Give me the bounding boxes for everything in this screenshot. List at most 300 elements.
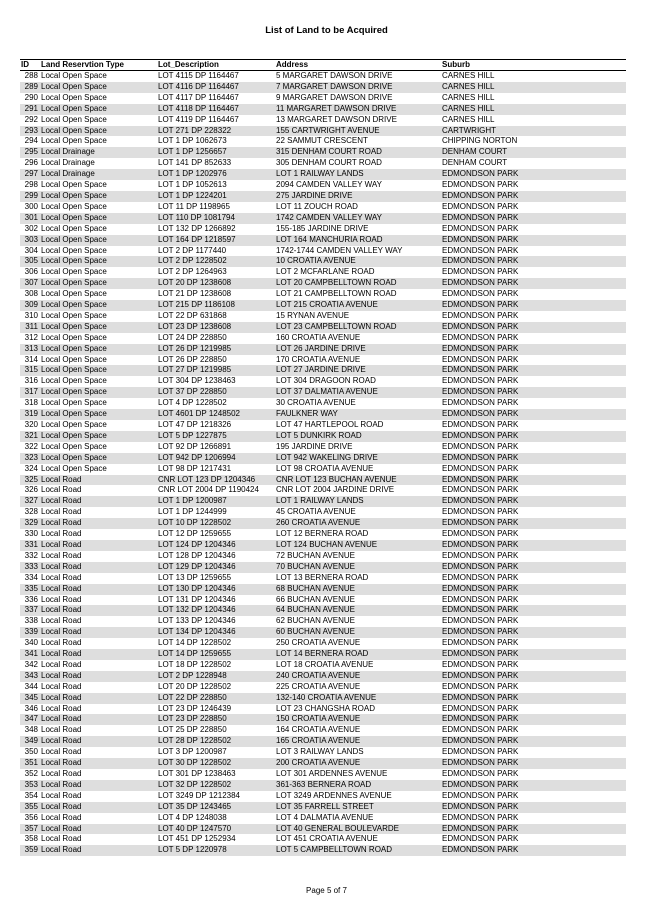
cell-lot: LOT 130 DP 1204346 (157, 584, 275, 595)
cell-type: Local Open Space (40, 213, 157, 224)
cell-lot: LOT 132 DP 1204346 (157, 605, 275, 616)
cell-suburb: EDMONDSON PARK (441, 213, 626, 224)
cell-type: Local Open Space (41, 398, 107, 408)
cell-address: LOT 2 MCFARLANE ROAD (276, 267, 375, 277)
cell-lot: LOT 4115 DP 1164467 (158, 71, 239, 80)
cell-type: Local Open Space (40, 82, 157, 93)
cell-type: Local Road (40, 627, 157, 638)
cell-suburb: EDMONDSON PARK (441, 649, 626, 660)
cell-id: 299 (20, 191, 40, 202)
cell-address: LOT 5 CAMPBELLTOWN ROAD (275, 845, 441, 856)
table-row (20, 758, 626, 769)
cell-address: 260 CROATIA AVENUE (275, 518, 441, 529)
table-row (20, 682, 626, 693)
cell-type: Local Open Space (40, 431, 157, 442)
cell-suburb: EDMONDSON PARK (442, 485, 519, 495)
table-row (20, 235, 626, 246)
cell-suburb: CHIPPING NORTON (442, 136, 518, 146)
table-row (20, 529, 626, 540)
cell-address: LOT 3 RAILWAY LANDS (276, 747, 364, 757)
table-row (20, 802, 626, 813)
cell-id: 343 (20, 671, 40, 682)
cell-suburb: EDMONDSON PARK (441, 431, 626, 442)
cell-id: 338 (24, 616, 38, 626)
cell-type: Local Open Space (40, 453, 157, 464)
cell-suburb: EDMONDSON PARK (442, 376, 519, 386)
cell-address: LOT 12 BERNERA ROAD (276, 529, 369, 539)
table-row (20, 71, 626, 82)
cell-lot: LOT 13 DP 1259655 (158, 572, 232, 582)
cell-id: 302 (24, 223, 38, 233)
cell-address: LOT 1 RAILWAY LANDS (275, 169, 441, 180)
table-row (20, 627, 626, 638)
cell-lot: CNR LOT 123 DP 1204346 (157, 475, 275, 486)
cell-suburb: CARNES HILL (441, 82, 626, 93)
cell-suburb: EDMONDSON PARK (441, 322, 626, 333)
cell-type: Local Open Space (41, 223, 107, 233)
cell-address: LOT 23 CAMPBELLTOWN ROAD (275, 322, 441, 333)
cell-id: 319 (20, 409, 40, 420)
cell-address: 361-363 BERNERA ROAD (275, 780, 441, 791)
cell-type: Local Open Space (40, 256, 157, 267)
cell-lot: LOT 2 DP 1264963 (158, 267, 227, 277)
cell-type: Local Open Space (40, 387, 157, 398)
cell-id: 301 (20, 213, 40, 224)
cell-address: 164 CROATIA AVENUE (276, 725, 361, 735)
cell-suburb: EDMONDSON PARK (441, 714, 626, 725)
table-row (20, 126, 626, 137)
cell-address: LOT 11 ZOUCH ROAD (276, 201, 358, 211)
cell-id: 356 (24, 812, 38, 822)
table-row (20, 158, 626, 169)
table-row (20, 169, 626, 180)
table-row (20, 540, 626, 551)
cell-id: 298 (24, 180, 38, 190)
cell-id: 346 (24, 703, 38, 713)
table-row (20, 813, 626, 824)
cell-lot: LOT 5 DP 1227875 (157, 431, 275, 442)
cell-type: Local Open Space (41, 180, 107, 190)
cell-address: 315 DENHAM COURT ROAD (275, 147, 441, 158)
cell-suburb: EDMONDSON PARK (441, 584, 626, 595)
cell-lot: LOT 4116 DP 1164467 (157, 82, 275, 93)
cell-suburb: EDMONDSON PARK (442, 572, 519, 582)
cell-lot: LOT 47 DP 1218326 (158, 420, 232, 429)
cell-address: 72 BUCHAN AVENUE (276, 550, 355, 560)
cell-suburb: DENHAM COURT (441, 147, 626, 158)
cell-address: LOT 21 CAMPBELLTOWN ROAD (276, 289, 397, 299)
cell-type: Local Road (40, 693, 157, 704)
cell-type: Local Road (40, 845, 157, 856)
cell-type: Local Open Space (41, 441, 107, 451)
cell-suburb: EDMONDSON PARK (441, 802, 626, 813)
cell-suburb: EDMONDSON PARK (442, 834, 519, 844)
cell-id: 358 (24, 834, 38, 844)
cell-address: LOT 451 CROATIA AVENUE (276, 834, 378, 844)
cell-type: Local Open Space (40, 300, 157, 311)
cell-type: Local Road (41, 725, 82, 735)
table-row (20, 551, 626, 562)
cell-type: Local Road (40, 540, 157, 551)
table-row (20, 584, 626, 595)
cell-id: 326 (24, 485, 38, 495)
cell-suburb: CARNES HILL (442, 114, 495, 124)
table-row (20, 398, 626, 409)
cell-type: Local Open Space (40, 409, 157, 420)
cell-address: 200 CROATIA AVENUE (275, 758, 441, 769)
cell-id: 334 (24, 572, 38, 582)
cell-address: 9 MARGARET DAWSON DRIVE (276, 92, 393, 102)
cell-address: LOT 23 CHANGSHA ROAD (276, 703, 375, 713)
cell-type: Local Road (40, 584, 157, 595)
cell-address: 305 DENHAM COURT ROAD (276, 158, 382, 168)
cell-id: 293 (20, 126, 40, 137)
cell-lot: LOT 20 DP 1238608 (157, 278, 275, 289)
cell-id: 289 (20, 82, 40, 93)
cell-lot: LOT 37 DP 228850 (157, 387, 275, 398)
cell-address: LOT 13 BERNERA ROAD (276, 572, 369, 582)
cell-lot: LOT 23 DP 1238608 (157, 322, 275, 333)
cell-lot: LOT 215 DP 1186108 (157, 300, 275, 311)
cell-suburb: EDMONDSON PARK (442, 725, 519, 735)
cell-id: 331 (20, 540, 40, 551)
cell-suburb: EDMONDSON PARK (441, 671, 626, 682)
page-title: List of Land to be Acquired (265, 25, 388, 36)
cell-lot: LOT 14 DP 1228502 (158, 638, 232, 648)
cell-lot: LOT 23 DP 228850 (157, 714, 275, 725)
cell-address: 70 BUCHAN AVENUE (275, 562, 441, 573)
cell-lot: LOT 110 DP 1081794 (157, 213, 275, 224)
cell-suburb: EDMONDSON PARK (442, 420, 519, 429)
cell-type: Local Road (41, 594, 82, 604)
table-row (20, 82, 626, 93)
cell-id: 324 (24, 463, 38, 473)
cell-lot: LOT 21 DP 1238608 (158, 289, 232, 299)
cell-lot: LOT 164 DP 1218597 (157, 235, 275, 246)
table-row (20, 834, 626, 845)
cell-id: 353 (20, 780, 40, 791)
cell-type: Local Open Space (41, 114, 107, 124)
cell-address: 1742 CAMDEN VALLEY WAY (275, 213, 441, 224)
cell-lot: LOT 132 DP 1266892 (158, 223, 236, 233)
column-header-address: Address (275, 60, 441, 71)
cell-suburb: EDMONDSON PARK (441, 780, 626, 791)
cell-address: LOT 164 MANCHURIA ROAD (275, 235, 441, 246)
cell-suburb: EDMONDSON PARK (441, 824, 626, 835)
cell-lot: CNR LOT 2004 DP 1190424 (158, 485, 259, 495)
cell-lot: LOT 3249 DP 1212384 (158, 790, 240, 800)
table-row (20, 93, 626, 104)
cell-type: Local Road (41, 550, 82, 560)
cell-id: 354 (24, 790, 38, 800)
cell-suburb: EDMONDSON PARK (442, 529, 519, 539)
cell-type: Local Road (41, 659, 82, 669)
cell-address: 62 BUCHAN AVENUE (276, 616, 355, 626)
cell-suburb: EDMONDSON PARK (442, 507, 519, 517)
cell-suburb: EDMONDSON PARK (442, 747, 519, 757)
cell-lot: LOT 2 DP 1228502 (157, 256, 275, 267)
cell-id: 312 (24, 332, 38, 342)
cell-type: Local Open Space (41, 289, 107, 299)
cell-type: Local Road (41, 747, 82, 757)
cell-type: Local Open Space (40, 344, 157, 355)
cell-address: 66 BUCHAN AVENUE (276, 594, 355, 604)
cell-address: LOT 1 RAILWAY LANDS (275, 496, 441, 507)
cell-id: 306 (24, 267, 38, 277)
cell-id: 318 (24, 398, 38, 408)
cell-address: 240 CROATIA AVENUE (275, 671, 441, 682)
cell-lot: LOT 1 DP 1202976 (157, 169, 275, 180)
cell-suburb: EDMONDSON PARK (441, 278, 626, 289)
cell-id: 305 (20, 256, 40, 267)
cell-address: 160 CROATIA AVENUE (276, 332, 361, 342)
cell-type: Local Road (41, 572, 82, 582)
cell-id: 317 (20, 387, 40, 398)
cell-lot: LOT 26 DP 228850 (158, 354, 227, 364)
cell-id: 309 (20, 300, 40, 311)
cell-type: Local Open Space (41, 136, 107, 146)
cell-type: Local Drainage (41, 158, 95, 168)
cell-lot: LOT 4117 DP 1164467 (158, 92, 239, 102)
cell-id: 344 (24, 681, 38, 691)
cell-address: LOT 5 DUNKIRK ROAD (275, 431, 441, 442)
cell-lot: LOT 26 DP 1219985 (157, 344, 275, 355)
cell-lot: LOT 131 DP 1204346 (158, 594, 236, 604)
table-row (20, 616, 626, 627)
cell-suburb: EDMONDSON PARK (441, 453, 626, 464)
cell-address: LOT 14 BERNERA ROAD (275, 649, 441, 660)
cell-suburb: EDMONDSON PARK (441, 409, 626, 420)
cell-suburb: EDMONDSON PARK (442, 441, 519, 451)
cell-lot: LOT 1 DP 1200987 (157, 496, 275, 507)
cell-type: Local Drainage (40, 147, 157, 158)
cell-address: 165 CROATIA AVENUE (275, 736, 441, 747)
cell-type: Local Road (41, 616, 82, 626)
cell-id: 297 (20, 169, 40, 180)
cell-suburb: EDMONDSON PARK (442, 310, 519, 320)
table-row (20, 562, 626, 573)
cell-lot: LOT 23 DP 1246439 (158, 703, 232, 713)
table-row (20, 267, 626, 278)
table-row (20, 355, 626, 366)
table-row (20, 376, 626, 387)
cell-lot: LOT 10 DP 1228502 (157, 518, 275, 529)
table-row (20, 736, 626, 747)
table-row (20, 431, 626, 442)
cell-id: 336 (24, 594, 38, 604)
cell-type: Local Road (41, 681, 82, 691)
cell-lot: LOT 124 DP 1204346 (157, 540, 275, 551)
table-row (20, 769, 626, 780)
cell-id: 290 (24, 92, 38, 102)
cell-suburb: EDMONDSON PARK (442, 398, 519, 408)
cell-id: 294 (24, 136, 38, 146)
cell-address: 60 BUCHAN AVENUE (275, 627, 441, 638)
cell-suburb: EDMONDSON PARK (441, 169, 626, 180)
cell-id: 311 (20, 322, 40, 333)
cell-type: Local Open Space (41, 463, 107, 473)
cell-suburb: EDMONDSON PARK (441, 475, 626, 486)
cell-suburb: EDMONDSON PARK (442, 332, 519, 342)
cell-id: 321 (20, 431, 40, 442)
cell-type: Local Open Space (41, 267, 107, 277)
cell-lot: LOT 1 DP 1052613 (158, 180, 227, 190)
table-row (20, 605, 626, 616)
cell-lot: LOT 25 DP 228850 (158, 725, 227, 735)
cell-id: 295 (20, 147, 40, 158)
cell-address: CNR LOT 123 BUCHAN AVENUE (275, 475, 441, 486)
table-row (20, 365, 626, 376)
cell-address: 155 CARTWRIGHT AVENUE (275, 126, 441, 137)
table-row (20, 485, 626, 496)
cell-type: Local Road (41, 529, 82, 539)
cell-address: LOT 3249 ARDENNES AVENUE (276, 790, 392, 800)
cell-lot: LOT 32 DP 1228502 (157, 780, 275, 791)
cell-suburb: EDMONDSON PARK (442, 594, 519, 604)
column-header-suburb: Suburb (441, 60, 626, 71)
cell-address: 170 CROATIA AVENUE (276, 354, 361, 364)
cell-id: 337 (20, 605, 40, 616)
table-row (20, 420, 626, 431)
table-row (20, 289, 626, 300)
cell-type: Local Road (40, 671, 157, 682)
cell-suburb: EDMONDSON PARK (442, 289, 519, 299)
table-row (20, 224, 626, 235)
cell-suburb: EDMONDSON PARK (441, 300, 626, 311)
cell-type: Local Road (41, 834, 82, 844)
cell-suburb: CARTWRIGHT (441, 126, 626, 137)
table-row (20, 278, 626, 289)
cell-type: Local Open Space (40, 365, 157, 376)
cell-suburb: EDMONDSON PARK (441, 387, 626, 398)
table-row (20, 573, 626, 584)
cell-address: 30 CROATIA AVENUE (276, 398, 356, 408)
cell-lot: LOT 4 DP 1228502 (158, 398, 227, 408)
cell-lot: LOT 20 DP 1228502 (158, 681, 232, 691)
cell-suburb: EDMONDSON PARK (442, 550, 519, 560)
cell-lot: LOT 128 DP 1204346 (158, 550, 236, 560)
cell-lot: LOT 27 DP 1219985 (157, 365, 275, 376)
cell-address: 15 RYNAN AVENUE (276, 310, 350, 320)
cell-lot: LOT 14 DP 1259655 (157, 649, 275, 660)
cell-suburb: EDMONDSON PARK (441, 256, 626, 267)
cell-id: 348 (24, 725, 38, 735)
cell-suburb: EDMONDSON PARK (441, 605, 626, 616)
column-header-id: ID (20, 60, 40, 71)
cell-id: 291 (20, 104, 40, 115)
cell-type: Local Open Space (41, 310, 107, 320)
cell-lot: LOT 1 DP 1062673 (158, 136, 227, 146)
table-body (20, 71, 626, 857)
cell-lot: LOT 5 DP 1220978 (157, 845, 275, 856)
cell-type: Local Open Space (40, 322, 157, 333)
table-row (20, 333, 626, 344)
table-row (20, 202, 626, 213)
cell-type: Local Open Space (40, 191, 157, 202)
cell-suburb: DENHAM COURT (442, 158, 508, 168)
cell-address: 64 BUCHAN AVENUE (275, 605, 441, 616)
cell-id: 359 (20, 845, 40, 856)
cell-suburb: EDMONDSON PARK (442, 267, 519, 277)
cell-lot: LOT 22 DP 631868 (158, 310, 227, 320)
table-row (20, 115, 626, 126)
cell-lot: LOT 18 DP 1228502 (158, 659, 232, 669)
cell-type: Local Road (40, 780, 157, 791)
cell-lot: LOT 942 DP 1206994 (157, 453, 275, 464)
cell-type: Local Road (40, 649, 157, 660)
page-number: Page 5 of 7 (306, 886, 347, 895)
cell-type: Local Open Space (40, 104, 157, 115)
cell-type: Local Open Space (40, 126, 157, 137)
cell-type: Local Road (40, 475, 157, 486)
table-row (20, 475, 626, 486)
cell-type: Local Open Space (40, 235, 157, 246)
cell-id: 329 (20, 518, 40, 529)
cell-lot: LOT 24 DP 228850 (158, 332, 227, 342)
cell-id: 313 (20, 344, 40, 355)
cell-lot: LOT 133 DP 1204346 (158, 616, 236, 626)
table-row (20, 213, 626, 224)
cell-address: LOT 35 FARRELL STREET (275, 802, 441, 813)
cell-address: 5 MARGARET DAWSON DRIVE (276, 71, 393, 80)
cell-type: Local Open Space (41, 354, 107, 364)
table-row (20, 791, 626, 802)
cell-type: Local Road (40, 496, 157, 507)
cell-id: 314 (24, 354, 38, 364)
cell-suburb: EDMONDSON PARK (442, 180, 519, 190)
table-row (20, 344, 626, 355)
table-row (20, 780, 626, 791)
cell-type: Local Road (40, 824, 157, 835)
cell-lot: LOT 141 DP 852633 (158, 158, 232, 168)
cell-id: 303 (20, 235, 40, 246)
cell-lot: LOT 22 DP 228850 (157, 693, 275, 704)
cell-type: Local Road (40, 802, 157, 813)
table-row (20, 660, 626, 671)
table-row (20, 180, 626, 191)
cell-suburb: EDMONDSON PARK (441, 235, 626, 246)
cell-id: 310 (24, 310, 38, 320)
cell-lot: LOT 35 DP 1243465 (157, 802, 275, 813)
cell-id: 328 (24, 507, 38, 517)
cell-address: 250 CROATIA AVENUE (276, 638, 361, 648)
table-row (20, 693, 626, 704)
cell-id: 325 (20, 475, 40, 486)
cell-id: 316 (24, 376, 38, 386)
cell-address: LOT 26 JARDINE DRIVE (275, 344, 441, 355)
table-row (20, 747, 626, 758)
cell-address: 195 JARDINE DRIVE (276, 441, 353, 451)
cell-id: 332 (24, 550, 38, 560)
cell-suburb: EDMONDSON PARK (441, 344, 626, 355)
table-row (20, 464, 626, 475)
table-row (20, 322, 626, 333)
cell-type: Local Road (41, 485, 82, 495)
cell-lot: LOT 4601 DP 1248502 (157, 409, 275, 420)
cell-lot: LOT 12 DP 1259655 (158, 529, 232, 539)
cell-suburb: EDMONDSON PARK (441, 845, 626, 856)
cell-address: LOT 98 CROATIA AVENUE (276, 463, 374, 473)
table-row (20, 311, 626, 322)
land-table (20, 59, 626, 856)
cell-lot: LOT 98 DP 1217431 (158, 463, 232, 473)
table-row (20, 409, 626, 420)
cell-id: 340 (24, 638, 38, 648)
cell-type: Local Road (40, 714, 157, 725)
cell-address: CNR LOT 2004 JARDINE DRIVE (276, 485, 395, 495)
cell-id: 304 (24, 245, 38, 255)
cell-lot: LOT 129 DP 1204346 (157, 562, 275, 573)
